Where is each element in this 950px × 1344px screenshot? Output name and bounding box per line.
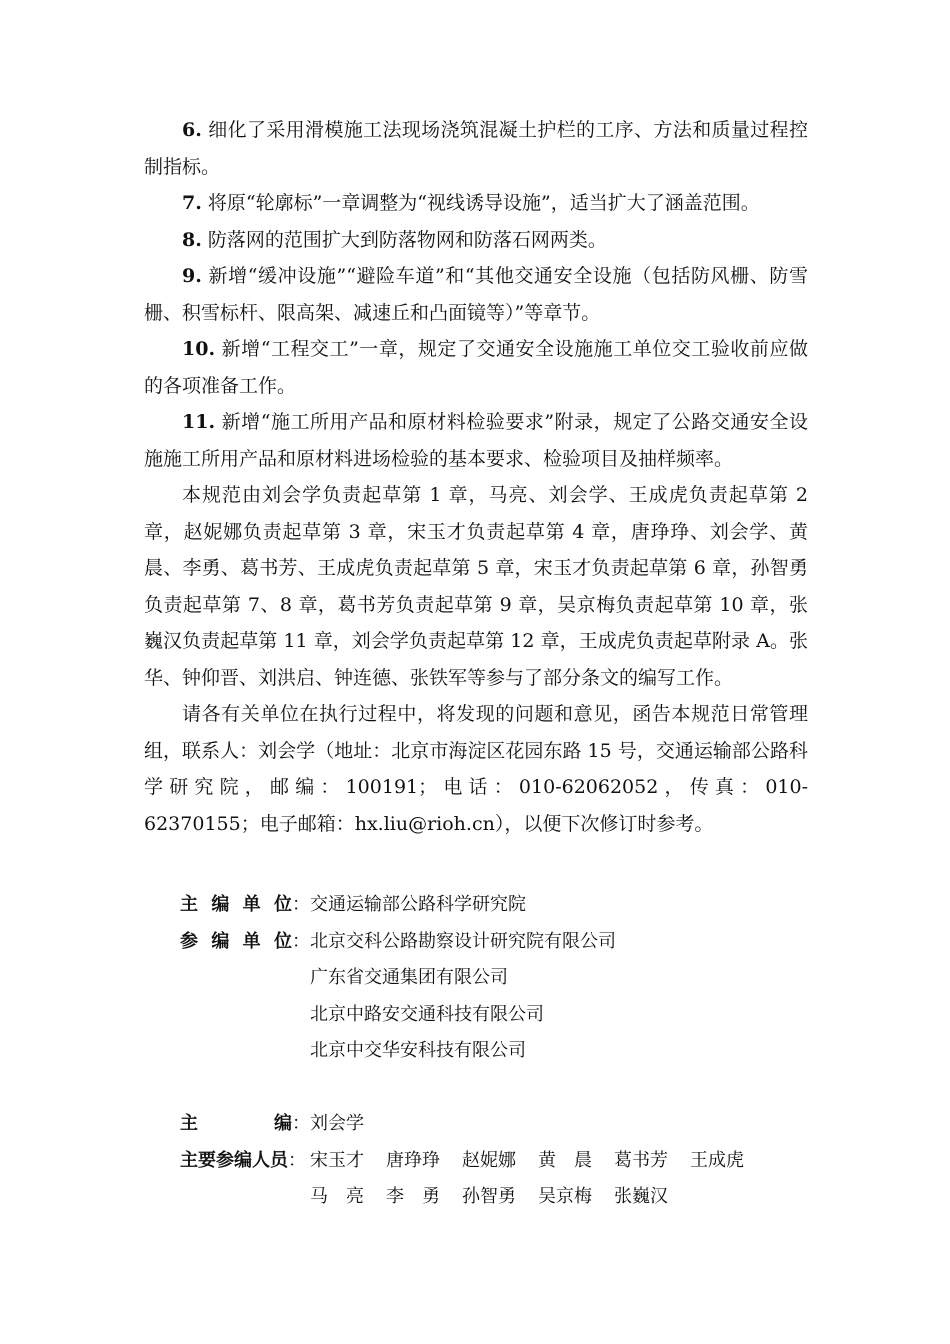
editor-name: 唐琤琤	[386, 1149, 440, 1171]
paragraph-text: 请各有关单位在执行过程中，将发现的问题和意见，函告本规范日常管理组，联系人：刘会学（地址：北京市海淀区花园东路 15 号，交通运输部公路科学研究院，邮编：100191；电话：010-62062052，传真：010-62370155；电子邮箱：hx.liu@rioh.cn），以便下次修订时参考。	[144, 703, 808, 835]
label-char: 主	[180, 1113, 198, 1134]
editor-name: 赵妮娜	[462, 1149, 516, 1171]
editor-name: 黄 晨	[538, 1149, 592, 1171]
chief-editor-label	[180, 1106, 310, 1143]
editor-name: 孙智勇	[462, 1186, 516, 1207]
label-char: 单	[242, 930, 261, 952]
paragraph-6	[144, 112, 808, 185]
co-unit-label	[180, 924, 310, 961]
editor-name: 李 勇	[386, 1186, 440, 1207]
paragraph-10	[144, 331, 808, 404]
paragraph-text: 将原“轮廓标”一章调整为“视线诱导设施”，适当扩大了涵盖范围。	[201, 192, 760, 214]
editors-block	[180, 1106, 820, 1216]
label-colon: ：	[288, 1149, 306, 1171]
item-number: 10.	[182, 338, 216, 360]
label-char: 参	[180, 930, 198, 952]
co-unit-row	[180, 960, 820, 997]
paragraph-drafters	[144, 477, 808, 696]
main-editors-names	[310, 1179, 820, 1216]
paragraph-text: 细化了采用滑模施工法现场浇筑混凝土护栏的工序、方法和质量过程控制指标。	[144, 119, 808, 178]
editor-name: 吴京梅	[538, 1186, 592, 1207]
chief-editor-row	[180, 1106, 820, 1143]
item-number: 7.	[182, 192, 202, 214]
main-editors-names	[310, 1143, 820, 1180]
paragraph-7	[144, 185, 808, 222]
paragraph-contact	[144, 696, 808, 842]
main-editors-row	[180, 1143, 820, 1180]
units-block	[180, 887, 820, 1070]
label-colon: ：	[291, 894, 310, 915]
editor-name: 宋玉才	[310, 1149, 364, 1171]
co-unit-row	[180, 924, 820, 961]
body-text	[144, 112, 808, 842]
co-unit-value: 北京中路安交通科技有限公司	[310, 1003, 544, 1025]
chief-editor-value: 刘会学	[310, 1113, 364, 1134]
co-unit-value: 北京中交华安科技有限公司	[310, 1040, 526, 1061]
label-char: 编	[211, 894, 230, 915]
editor-name: 葛书芳	[614, 1149, 668, 1171]
item-number: 6.	[182, 119, 202, 141]
item-number: 8.	[182, 228, 202, 251]
chief-unit-row	[180, 887, 820, 924]
paragraph-8	[144, 222, 808, 259]
paragraph-text: 新增“缓冲设施”“避险车道”和“其他交通安全设施（包括防风栅、防雪栅、积雪标杆、限高架、减速丘和凸面镜等）”等章节。	[144, 265, 808, 324]
label-char: 编：	[274, 1113, 310, 1134]
paragraph-text: 本规范由刘会学负责起草第 1 章，马亮、刘会学、王成虎负责起草第 2 章，赵妮娜负责起草第 3 章，宋玉才负责起草第 4 章，唐琤琤、刘会学、黄晨、李勇、葛书芳、王成虎负责起草第 5 章，宋玉才负责起草第 6 章，孙智勇负责起草第 7、8 章，葛书芳负责起草第 9 章，吴京梅负责起草第 10 章，张巍汉负责起草第 11 章，刘会学负责起草第 12 章，王成虎负责起草附录 A。张华、钟仰晋、刘洪启、钟连德、张铁军等参与了部分条文的编写工作。	[144, 484, 808, 689]
co-unit-row	[180, 1033, 820, 1070]
chief-unit-value: 交通运输部公路科学研究院	[310, 894, 526, 915]
label-char: 主	[180, 894, 198, 915]
paragraph-9	[144, 258, 808, 331]
label-colon: ：	[291, 930, 310, 952]
item-number: 11.	[182, 411, 216, 433]
paragraph-text: 防落网的范围扩大到防落物网和防落石网两类。	[201, 228, 607, 251]
chief-unit-label	[180, 887, 310, 924]
co-unit-value: 广东省交通集团有限公司	[310, 967, 508, 988]
editor-name: 王成虎	[690, 1149, 744, 1171]
paragraph-11	[144, 404, 808, 477]
item-number: 9.	[182, 265, 202, 287]
editor-name: 马 亮	[310, 1186, 364, 1207]
label-colon: ：	[292, 1113, 310, 1134]
main-editors-row	[180, 1179, 820, 1216]
paragraph-text: 新增“工程交工”一章，规定了交通安全设施施工单位交工验收前应做的各项准备工作。	[144, 338, 808, 397]
co-unit-value: 北京交科公路勘察设计研究院有限公司	[310, 930, 616, 952]
label-char: 编	[211, 930, 230, 952]
editor-name: 张巍汉	[614, 1186, 668, 1207]
label-char: 单	[242, 894, 261, 915]
label-char: 位：	[273, 930, 310, 952]
main-editors-label	[180, 1143, 310, 1180]
paragraph-text: 新增“施工所用产品和原材料检验要求”附录，规定了公路交通安全设施施工所用产品和原材料进场检验的基本要求、检验项目及抽样频率。	[144, 411, 808, 470]
label-char: 位：	[273, 894, 310, 915]
main-editors-label-text: 主要参编人员	[180, 1149, 288, 1171]
co-unit-row	[180, 997, 820, 1034]
